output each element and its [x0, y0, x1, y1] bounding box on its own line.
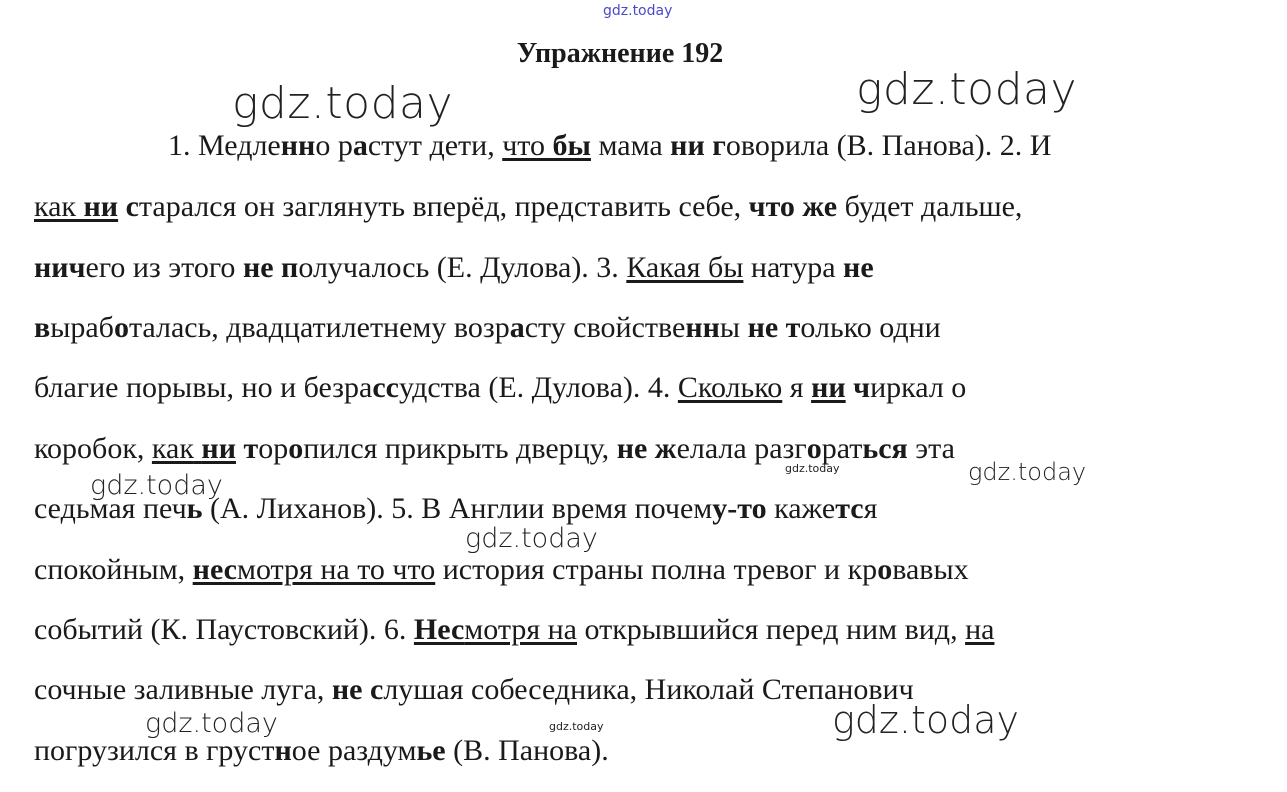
text-run: (А. Лиханов). 5. В Англии время почем: [202, 492, 713, 525]
text-bold: ься: [862, 432, 908, 465]
text-underlined: на: [965, 613, 995, 646]
text-bold: нич: [34, 251, 86, 284]
watermark-small: gdz.today: [785, 462, 840, 475]
text-run: [647, 432, 655, 465]
text-run: седьмая печ: [34, 492, 187, 525]
text-bold: о: [288, 432, 304, 465]
text-bold-underlined: бы: [552, 129, 591, 162]
text-line-11: [34, 733, 609, 769]
text-run: олько одни: [800, 311, 941, 344]
text-bold: о: [877, 553, 893, 586]
text-run: мама: [590, 129, 671, 162]
watermark-large: gdz.today: [832, 698, 1019, 742]
text-run: коробок,: [34, 432, 152, 465]
text-run: натура: [743, 251, 844, 284]
text-bold-underlined: ни: [83, 190, 119, 223]
text-underlined: Какая бы: [626, 251, 744, 284]
text-underlined: мотря на то что: [236, 553, 436, 586]
text-run: спокойным,: [34, 553, 193, 586]
text-line-2: [34, 189, 1022, 225]
text-bold: тс: [835, 492, 864, 525]
watermark-top: gdz.today: [603, 3, 673, 19]
text-bold: нн: [280, 129, 316, 162]
text-bold: не: [616, 432, 648, 465]
text-run: [118, 190, 126, 223]
text-bold: ь: [186, 492, 203, 525]
text-bold: у-то: [712, 492, 767, 525]
text-underlined: мотря на: [464, 613, 577, 646]
text-bold: в: [34, 311, 51, 344]
text-run: талась, двадцатилетнему возр: [128, 311, 510, 344]
text-line-10: [34, 672, 914, 708]
text-run: сочные заливные луга,: [34, 673, 332, 706]
text-run: 1. Медле: [168, 129, 281, 162]
text-bold: сс: [372, 371, 399, 404]
text-run: рат: [821, 432, 863, 465]
watermark-large: gdz.today: [232, 78, 454, 129]
text-run: (В. Панова).: [445, 734, 609, 767]
exercise-title: Упражнение 192: [516, 38, 724, 69]
text-run: о р: [315, 129, 353, 162]
watermark-medium: gdz.today: [145, 708, 278, 739]
text-bold-underlined: ни: [811, 371, 846, 404]
text-bold-underlined: Нес: [413, 613, 465, 646]
text-bold: т: [243, 432, 259, 465]
text-line-4: [34, 310, 941, 346]
text-run: лушая собеседника, Николай Степанович: [383, 673, 914, 706]
text-bold: не: [843, 251, 874, 284]
text-bold: ж: [654, 432, 677, 465]
text-run: ое раздум: [291, 734, 417, 767]
text-underlined: как: [34, 190, 77, 223]
text-run: ы: [719, 311, 748, 344]
text-line-1: [168, 128, 1051, 164]
text-run: каже: [766, 492, 836, 525]
text-line-9: [34, 612, 994, 648]
text-run: погрузился в груст: [34, 734, 275, 767]
watermark-medium: gdz.today: [90, 470, 223, 501]
watermark-large: gdz.today: [856, 64, 1078, 115]
text-bold: а: [509, 311, 525, 344]
text-bold: не: [747, 311, 779, 344]
text-run: [274, 251, 282, 284]
text-bold: а: [352, 129, 368, 162]
text-run: [363, 673, 371, 706]
text-run: я: [863, 492, 878, 525]
text-run: тарался он заглянуть вперёд, представить себе,: [138, 190, 749, 223]
text-run: открывшийся перед ним вид,: [577, 613, 966, 646]
text-underlined: Сколько: [677, 371, 783, 404]
text-underlined: как: [151, 432, 194, 465]
text-bold: ье: [416, 734, 446, 767]
text-underlined: что: [502, 129, 546, 162]
text-bold: с: [370, 673, 384, 706]
text-run: вавых: [892, 553, 969, 586]
text-run: оворила (В. Панова). 2. И: [725, 129, 1052, 162]
watermark-medium: gdz.today: [968, 458, 1087, 486]
text-run: событий (К. Паустовский). 6.: [34, 613, 414, 646]
text-bold-underlined: нес: [192, 553, 237, 586]
text-bold-underlined: ни: [201, 432, 236, 465]
text-bold: не: [242, 251, 274, 284]
text-run: ыраб: [50, 311, 114, 344]
text-run: сту свойстве: [524, 311, 686, 344]
watermark-medium: gdz.today: [465, 523, 598, 554]
text-run: эта: [907, 432, 955, 465]
text-bold: не: [331, 673, 363, 706]
text-line-5: [34, 370, 966, 406]
text-run: стут дети,: [367, 129, 503, 162]
watermark-small: gdz.today: [549, 720, 604, 733]
text-run: история страны полна тревог и кр: [435, 553, 878, 586]
text-bold: п: [281, 251, 299, 284]
text-bold: о: [113, 311, 129, 344]
text-underlined: [545, 129, 553, 162]
text-run: олучалось (Е. Дулова). 3.: [298, 251, 627, 284]
text-run: удства (Е. Дулова). 4.: [398, 371, 678, 404]
text-bold: с: [125, 190, 139, 223]
text-bold: о: [806, 432, 822, 465]
text-bold: ч: [853, 371, 871, 404]
text-bold: ни: [670, 129, 705, 162]
text-line-3: [34, 250, 874, 286]
text-bold: т: [785, 311, 801, 344]
text-run: я: [782, 371, 812, 404]
text-bold: г: [712, 129, 726, 162]
text-run: пился прикрыть дверцу,: [303, 432, 617, 465]
text-line-8: [34, 552, 969, 588]
text-run: его из этого: [85, 251, 243, 284]
text-run: иркал о: [870, 371, 967, 404]
text-bold: нн: [685, 311, 720, 344]
text-bold: что же: [748, 190, 838, 223]
text-run: ор: [258, 432, 289, 465]
text-run: благие порывы, но и безра: [34, 371, 373, 404]
text-bold: н: [274, 734, 292, 767]
text-run: будет дальше,: [837, 190, 1023, 223]
text-run: [778, 311, 786, 344]
text-run: елала разг: [676, 432, 807, 465]
text-underlined: [76, 190, 84, 223]
